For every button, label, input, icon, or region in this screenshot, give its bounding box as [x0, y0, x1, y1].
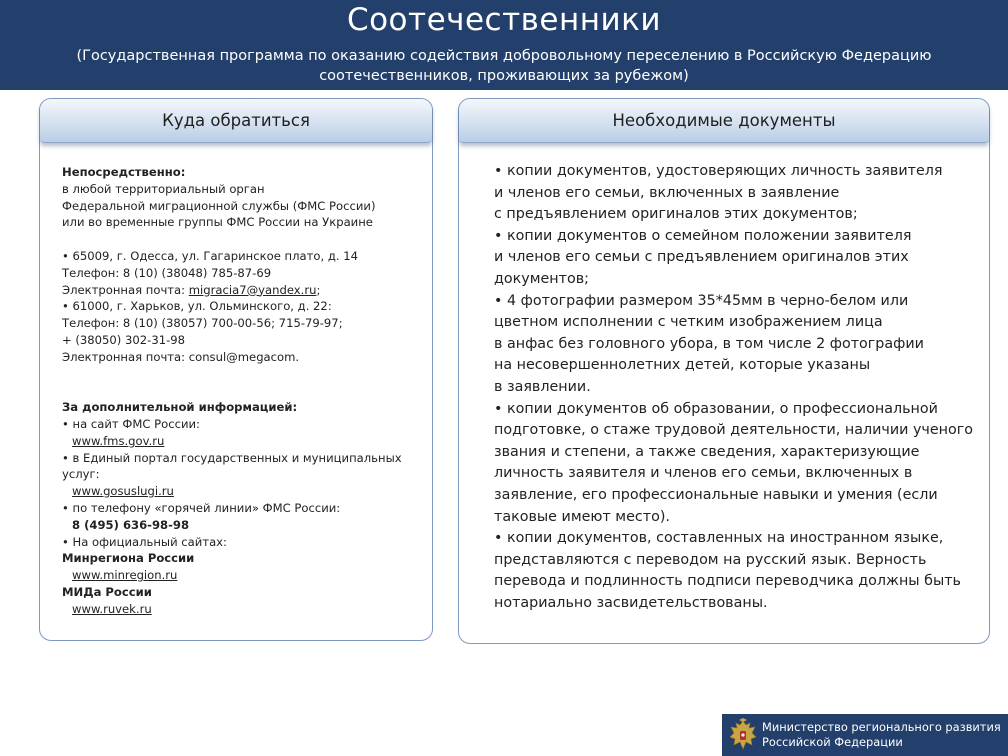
hotline-number: 8 (495) 636-98-98 — [72, 517, 190, 532]
document-line: и членов его семьи с предъявлением оригиналов этих — [494, 249, 909, 266]
document-line: • копии документов, составленных на иностранном языке, — [494, 530, 944, 547]
document-line: заявление, его профессиональные навыки и умения (если — [494, 486, 938, 503]
document-line: • 4 фотографии размером 35*45мм в черно-белом или — [494, 292, 909, 309]
odessa-email-label: Электронная почта: — [62, 282, 189, 297]
kharkov-phone: Телефон: 8 (10) (38057) 700-00-56; 715-79-97; — [62, 316, 343, 331]
direct-line: в любой территориальный орган — [62, 181, 265, 196]
document-line: таковые имеют место). — [494, 508, 670, 525]
documents-panel-body — [494, 161, 980, 614]
header-banner — [0, 0, 1008, 90]
direct-label: Непосредственно: — [62, 165, 186, 179]
odessa-phone: Телефон: 8 (10) (38048) 785-87-69 — [62, 265, 272, 280]
document-line: • копии документов о семейном положении заявителя — [494, 227, 912, 244]
page-subtitle — [60, 46, 948, 86]
direct-line: Федеральной миграционной службы (ФМС России) — [62, 198, 376, 213]
document-line: подготовке, о стаже трудовой деятельности, наличии ученого — [494, 422, 974, 439]
document-line: • копии документов об образовании, о профессиональной — [494, 400, 938, 417]
kharkov-email: Электронная почта: consul@megacom. — [62, 349, 300, 364]
document-line: нотариально засвидетельствованы. — [494, 594, 768, 611]
document-line: в анфас без головного убора, в том числе 2 фотографии — [494, 335, 924, 352]
document-line: в заявлении. — [494, 378, 591, 395]
odessa-email-suffix: ; — [316, 282, 321, 297]
official-sites-label: • На официальный сайтах: — [62, 534, 227, 549]
kharkov-address: • 61000, г. Харьков, ул. Ольминского, д. 22: — [62, 299, 332, 314]
odessa-email-row — [62, 282, 422, 299]
odessa-email-link[interactable]: migracia7@yandex.ru — [188, 282, 317, 297]
documents-panel — [458, 98, 990, 644]
kharkov-phone-2: + (38050) 302-31-98 — [62, 332, 186, 347]
ministry-logo-box — [722, 714, 1008, 756]
mid-label: МИДа России — [62, 584, 152, 599]
document-line: звания и степени, а также сведения, характеризующие — [494, 443, 920, 460]
minregion-label: Минрегиона России — [62, 551, 195, 566]
coat-of-arms-icon — [728, 718, 758, 754]
documents-panel-title: Необходимые документы — [459, 99, 989, 143]
document-line: перевода и подлинность подписи переводчика должны быть — [494, 573, 961, 590]
portal-label: • в Единый портал государственных и муниципальных — [62, 450, 402, 465]
document-line: с предъявлением оригиналов этих документов; — [494, 206, 858, 223]
document-line: личность заявителя и членов его семьи, включенных в — [494, 465, 913, 482]
page-title: Соотечественники — [346, 2, 662, 38]
portal-label-cont: услуг: — [62, 467, 100, 482]
document-line: цветном исполнении с четким изображением лица — [494, 314, 883, 331]
document-line: представляются с переводом на русский язык. Верность — [494, 551, 927, 568]
subtitle-line-1: (Государственная программа по оказанию содействия добровольному переселению в Российскую Федерацию — [76, 48, 932, 64]
mid-link[interactable]: www.ruvek.ru — [72, 601, 152, 616]
contacts-panel-title: Куда обратиться — [40, 99, 432, 143]
document-line: документов; — [494, 270, 589, 287]
fms-site-link[interactable]: www.fms.gov.ru — [72, 433, 165, 448]
odessa-address: • 65009, г. Одесса, ул. Гагаринское плато, д. 14 — [62, 248, 358, 263]
hotline-label: • по телефону «горячей линии» ФМС России: — [62, 500, 341, 515]
document-line: • копии документов, удостоверяющих личность заявителя — [494, 163, 943, 179]
subtitle-line-2: соотечественников, проживающих за рубежом) — [319, 68, 689, 84]
ministry-line-2: Российской Федерации — [762, 735, 903, 749]
document-line: и членов его семьи, включенных в заявление — [494, 184, 840, 201]
contacts-panel — [39, 98, 433, 641]
more-info-label: За дополнительной информацией: — [62, 400, 298, 415]
gosuslugi-link[interactable]: www.gosuslugi.ru — [72, 484, 174, 499]
ministry-name — [762, 720, 1001, 750]
document-line: на несовершеннолетних детей, которые указаны — [494, 357, 871, 374]
site-fms-label: • на сайт ФМС России: — [62, 416, 200, 431]
minregion-link[interactable]: www.minregion.ru — [72, 568, 178, 583]
direct-line: или во временные группы ФМС России на Украине — [62, 215, 373, 230]
contacts-panel-body — [62, 164, 422, 618]
ministry-line-1: Министерство регионального развития — [762, 720, 1001, 734]
